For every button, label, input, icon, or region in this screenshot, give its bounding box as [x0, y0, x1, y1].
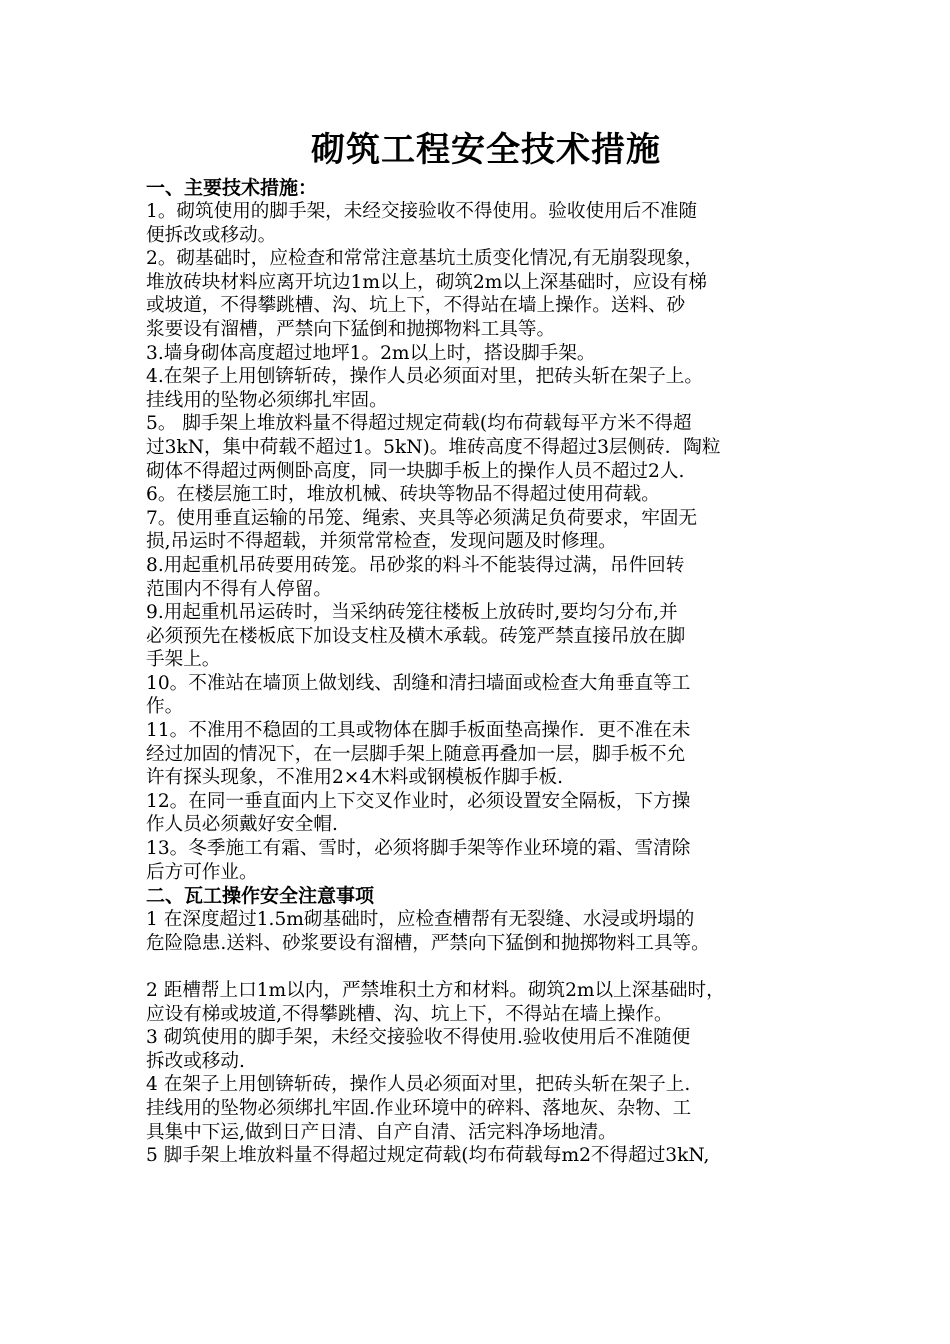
text-line: 经过加固的情况下，在一层脚手架上随意再叠加一层，脚手板不允: [146, 743, 686, 765]
text-line: 8.用起重机吊砖要用砖笼。吊砂浆的料斗不能装得过满，吊件回转: [146, 554, 685, 576]
paragraph: [146, 790, 826, 837]
text-line: 4.在架子上用刨锛斩砖，操作人员必须面对里，把砖头斩在架子上。: [146, 366, 703, 388]
text-line: 5。 脚手架上堆放料量不得超过规定荷载(均布荷载每平方米不得超: [146, 413, 692, 435]
text-line: 挂线用的坠物必须绑扎牢固.作业环境中的碎料、落地灰、杂物、工: [146, 1097, 692, 1119]
text-line: 许有探头现象，不准用2×4木料或钢模板作脚手板.: [146, 767, 564, 789]
paragraph: [146, 601, 826, 672]
text-line: 10。不准站在墙顶上做划线、刮缝和清扫墙面或检查大角垂直等工: [146, 672, 691, 694]
text-line: 9.用起重机吊运砖时，当采纳砖笼往楼板上放砖时,要均匀分布,并: [146, 602, 678, 624]
paragraph: [146, 554, 826, 601]
text-line: 13。冬季施工有霜、雪时，必须将脚手架等作业环境的霜、雪清除: [146, 838, 691, 860]
paragraph: [146, 1026, 826, 1073]
text-line: 具集中下运,做到日产日清、自产自清、活完料净场地清。: [146, 1121, 617, 1143]
paragraph: [146, 412, 826, 483]
paragraph: [146, 672, 826, 719]
document-page: [146, 128, 826, 1168]
document-body: [146, 176, 826, 1168]
paragraph: [146, 1144, 826, 1168]
text-line: 3.墙身砌体高度超过地坪1。2m以上时，搭设脚手架。: [146, 342, 596, 364]
text-line: 作人员必须戴好安全帽.: [146, 814, 338, 836]
text-line: 4 在架子上用刨锛斩砖，操作人员必须面对里，把砖头斩在架子上.: [146, 1074, 691, 1096]
text-line: 便拆改或移动。: [146, 224, 277, 246]
text-line: 浆要设有溜槽，严禁向下猛倒和抛掷物料工具等。: [146, 318, 556, 340]
text-line: 堆放砖块材料应离开坑边1m以上，砌筑2m以上深基础时，应设有梯: [146, 271, 707, 293]
text-line: 挂线用的坠物必须绑扎牢固。: [146, 389, 388, 411]
paragraph: [146, 365, 826, 412]
text-line: 过3kN，集中荷载不超过1。5kN)。堆砖高度不得超过3层侧砖．陶粒: [146, 436, 721, 458]
text-line: 损,吊运时不得超载，并须常常检查，发现问题及时修理。: [146, 531, 617, 553]
text-line: 砌体不得超过两侧卧高度，同一块脚手板上的操作人员不超过2人.: [146, 460, 685, 482]
text-line: 7。使用垂直运输的吊笼、绳索、夹具等必须满足负荷要求，牢固无: [146, 507, 698, 529]
text-line: 6。在楼层施工时，堆放机械、砖块等物品不得超过使用荷载。: [146, 484, 660, 506]
paragraph: [146, 342, 826, 366]
paragraph: [146, 837, 826, 884]
paragraph: [146, 1073, 826, 1144]
paragraph: [146, 507, 826, 554]
text-line: 3 砌筑使用的脚手架，未经交接验收不得使用.验收使用后不准随便: [146, 1027, 691, 1049]
paragraph: [146, 247, 826, 341]
paragraph: [146, 908, 826, 979]
text-line: 1 在深度超过1.5m砌基础时，应检查槽帮有无裂缝、水浸或坍塌的: [146, 909, 695, 931]
paragraph: [146, 979, 826, 1026]
section-heading: 二、瓦工操作安全注意事项: [146, 885, 375, 908]
text-line: 危险隐患.送料、砂浆要设有溜槽，严禁向下猛倒和抛掷物料工具等。: [146, 932, 710, 954]
text-line: 12。在同一垂直面内上下交叉作业时，必须设置安全隔板，下方操: [146, 790, 691, 812]
text-line: 或坡道，不得攀跳槽、沟、坑上下，不得站在墙上操作。送料、砂: [146, 295, 686, 317]
text-line: 2 距槽帮上口1m以内，严禁堆积土方和材料。砌筑2m以上深基础时，: [146, 980, 725, 1001]
text-line: 2。砌基础时，应检查和常常注意基坑土质变化情况,有无崩裂现象，: [146, 248, 703, 270]
text-line: 1。砌筑使用的脚手架，未经交接验收不得使用。验收使用后不准随: [146, 201, 698, 222]
text-line: [146, 955, 826, 979]
text-line: 后方可作业。: [146, 861, 258, 883]
text-line: 必须预先在楼板底下加设支柱及横木承载。砖笼严禁直接吊放在脚: [146, 625, 686, 647]
text-line: 11。不准用不稳固的工具或物体在脚手板面垫高操作．更不准在未: [146, 720, 691, 742]
text-line: 5 脚手架上堆放料量不得超过规定荷载(均布荷载每m2不得超过3kN,: [146, 1145, 710, 1167]
paragraph: [146, 719, 826, 790]
paragraph: [146, 483, 826, 507]
text-line: 范围内不得有人停留。: [146, 578, 332, 600]
document-title: 砌筑工程安全技术措施: [311, 130, 661, 170]
text-line: 应设有梯或坡道,不得攀跳槽、沟、坑上下，不得站在墙上操作。: [146, 1003, 673, 1025]
text-line: 作。: [146, 696, 184, 718]
paragraph: [146, 200, 826, 247]
text-line: 拆改或移动.: [146, 1050, 245, 1072]
text-line: 手架上。: [146, 649, 221, 671]
section-heading: 一、主要技术措施：: [146, 177, 318, 199]
